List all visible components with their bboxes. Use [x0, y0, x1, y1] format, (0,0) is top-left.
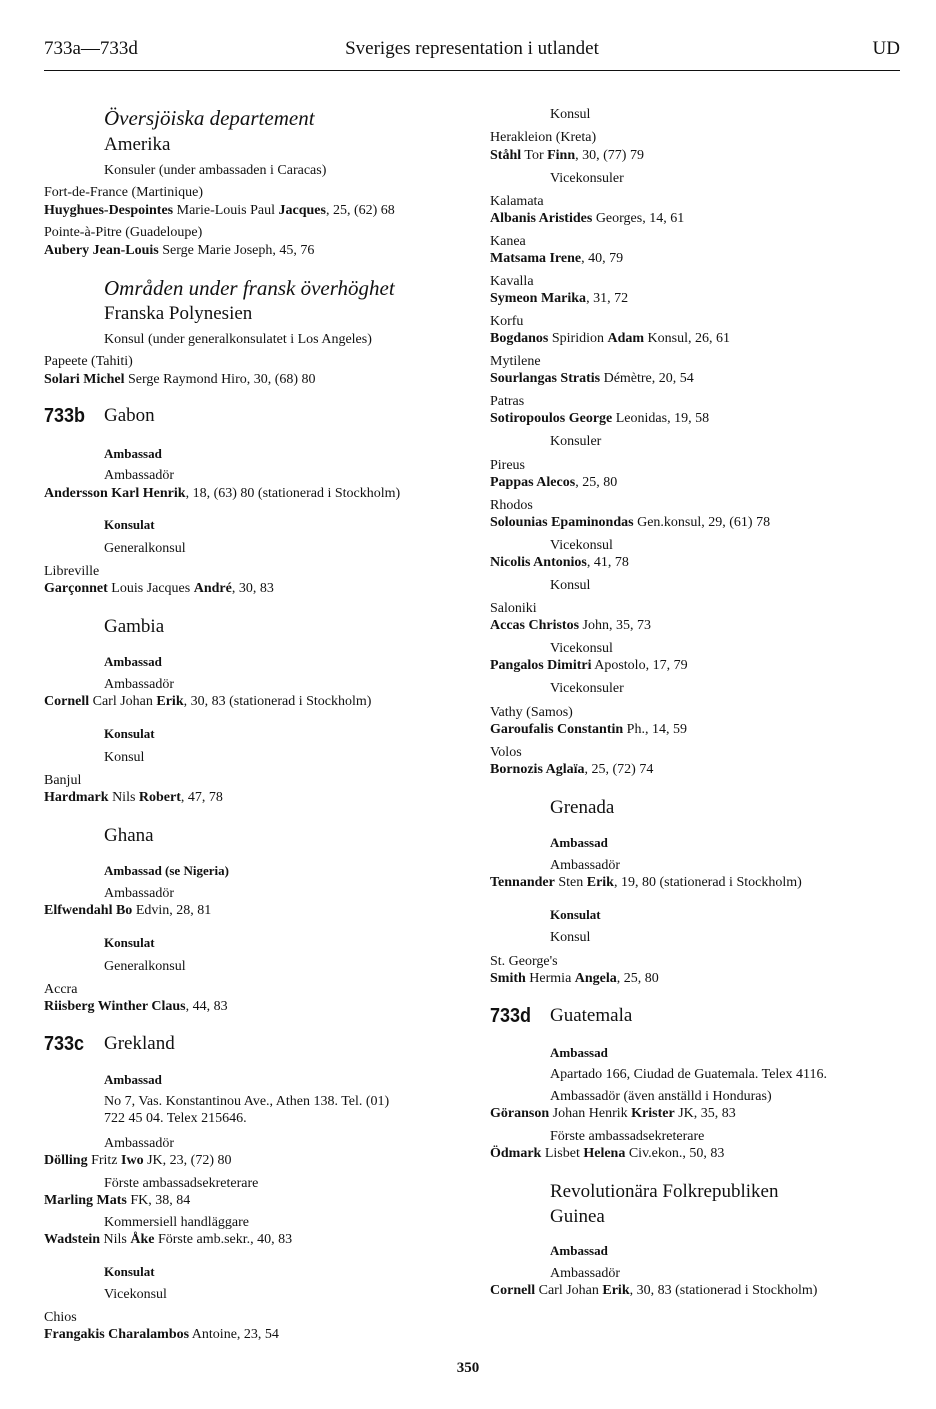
person-entry: Pappas Alecos, 25, 80	[490, 475, 618, 490]
person-entry: Sotiropoulos George Leonidas, 19, 58	[490, 411, 710, 426]
office-title: Förste ambassadsekreterare	[104, 1176, 259, 1191]
office-title: Konsuler (under ambassaden i Caracas)	[104, 163, 327, 178]
region-heading: Översjöiska departement	[104, 106, 315, 130]
country-heading: Gambia	[104, 616, 165, 637]
country-heading: Revolutionära Folkrepubliken	[550, 1181, 779, 1202]
place-name: Volos	[490, 745, 522, 760]
section-number: 733d	[490, 1005, 532, 1027]
country-heading: Guatemala	[550, 1005, 633, 1026]
person-entry: Matsama Irene, 40, 79	[490, 251, 624, 266]
place-name: Kalamata	[490, 194, 544, 209]
place-name: Pireus	[490, 458, 525, 473]
office-title: Konsuler	[550, 434, 602, 449]
person-entry: Solari Michel Serge Raymond Hiro, 30, (68) 80	[44, 372, 316, 387]
person-entry: Smith Hermia Angela, 25, 80	[490, 971, 659, 986]
person-entry: Sourlangas Stratis Démètre, 20, 54	[490, 371, 694, 386]
person-entry: Riisberg Winther Claus, 44, 83	[44, 999, 228, 1014]
person-entry: Hardmark Nils Robert, 47, 78	[44, 790, 223, 805]
person-entry: Bornozis Aglaïa, 25, (72) 74	[490, 762, 654, 777]
office-title: Ambassadör	[104, 677, 174, 692]
place-name: Accra	[44, 982, 78, 997]
country-heading: Ghana	[104, 825, 154, 846]
person-entry: Symeon Marika, 31, 72	[490, 291, 629, 306]
section-label: Ambassad (se Nigeria)	[104, 863, 229, 878]
office-title: Konsul	[550, 930, 591, 945]
person-entry: Wadstein Nils Åke Förste amb.sekr., 40, 83	[44, 1232, 293, 1247]
person-entry: Garçonnet Louis Jacques André, 30, 83	[44, 581, 274, 596]
person-entry: Albanis Aristides Georges, 14, 61	[490, 211, 685, 226]
country-heading: Gabon	[104, 405, 155, 426]
section-label: Ambassad	[104, 654, 162, 669]
person-entry: Pangalos Dimitri Apostolo, 17, 79	[490, 658, 688, 673]
section-number: 733c	[44, 1033, 85, 1055]
person-entry: Dölling Fritz Iwo JK, 23, (72) 80	[44, 1153, 232, 1168]
place-name: Vathy (Samos)	[490, 705, 573, 720]
office-title: Vicekonsuler	[550, 171, 624, 186]
person-entry: Aubery Jean-Louis Serge Marie Joseph, 45, 76	[44, 243, 315, 258]
person-entry: Ståhl Tor Finn, 30, (77) 79	[490, 148, 644, 163]
region-heading: Områden under fransk överhöghet	[104, 276, 395, 300]
person-entry: Tennander Sten Erik, 19, 80 (stationerad i Stockholm)	[490, 875, 802, 890]
place-name: Kavalla	[490, 274, 534, 289]
address-line: No 7, Vas. Konstantinou Ave., Athen 138. Tel. (01)	[104, 1094, 390, 1109]
place-name: Chios	[44, 1310, 77, 1325]
office-title: Vicekonsul	[550, 538, 613, 553]
person-entry: Elfwendahl Bo Edvin, 28, 81	[44, 903, 212, 918]
place-name: Fort-de-France (Martinique)	[44, 185, 203, 200]
person-entry: Bogdanos Spiridion Adam Konsul, 26, 61	[490, 331, 730, 346]
country-heading: Amerika	[104, 134, 171, 155]
section-heading	[44, 1033, 464, 1059]
person-entry: Garoufalis Constantin Ph., 14, 59	[490, 722, 687, 737]
office-title: Förste ambassadsekreterare	[550, 1129, 705, 1144]
header-title: Sveriges representation i utlandet	[345, 38, 599, 59]
page-header	[44, 38, 900, 66]
office-title: Ambassadör	[104, 468, 174, 483]
section-label: Konsulat	[104, 1264, 155, 1279]
section-label: Konsulat	[104, 726, 155, 741]
section-label: Konsulat	[550, 907, 601, 922]
place-name: Herakleion (Kreta)	[490, 130, 597, 145]
person-entry: Solounias Epaminondas Gen.konsul, 29, (61) 78	[490, 515, 771, 530]
person-entry: Frangakis Charalambos Antoine, 23, 54	[44, 1327, 279, 1342]
section-label: Ambassad	[550, 1045, 608, 1060]
place-name: Rhodos	[490, 498, 533, 513]
section-label: Ambassad	[104, 446, 162, 461]
address-line: 722 45 04. Telex 215646.	[104, 1111, 247, 1126]
person-entry: Nicolis Antonios, 41, 78	[490, 555, 629, 570]
office-title: Ambassadör	[104, 1136, 174, 1151]
office-title: Konsul	[104, 750, 145, 765]
person-entry: Huyghues-Despointes Marie-Louis Paul Jacques, 25, (62) 68	[44, 203, 395, 218]
section-label: Ambassad	[104, 1072, 162, 1087]
office-title: Generalkonsul	[104, 541, 186, 556]
place-name: Saloniki	[490, 601, 537, 616]
place-name: Patras	[490, 394, 525, 409]
header-department: UD	[872, 38, 900, 59]
office-title: Vicekonsuler	[550, 681, 624, 696]
office-title: Ambassadör	[550, 1266, 620, 1281]
office-title: Vicekonsul	[104, 1287, 167, 1302]
country-heading: Guinea	[550, 1206, 605, 1227]
office-title: Ambassadör (även anställd i Honduras)	[550, 1089, 772, 1104]
person-entry: Accas Christos John, 35, 73	[490, 618, 651, 633]
office-title: Konsul	[550, 107, 591, 122]
person-entry: Ödmark Lisbet Helena Civ.ekon., 50, 83	[490, 1146, 725, 1161]
office-title: Ambassadör	[550, 858, 620, 873]
header-section-range: 733a—733d	[44, 38, 138, 59]
office-title: Kommersiell handläggare	[104, 1215, 250, 1230]
place-name: Korfu	[490, 314, 524, 329]
section-heading	[490, 1005, 910, 1031]
section-heading	[44, 405, 464, 431]
person-entry: Marling Mats FK, 38, 84	[44, 1193, 191, 1208]
place-name: Kanea	[490, 234, 526, 249]
place-name: Banjul	[44, 773, 82, 788]
country-heading: Grenada	[550, 797, 615, 818]
person-entry: Göranson Johan Henrik Krister JK, 35, 83	[490, 1106, 736, 1121]
country-heading: Grekland	[104, 1033, 175, 1054]
office-title: Generalkonsul	[104, 959, 186, 974]
section-label: Konsulat	[104, 517, 155, 532]
place-name: Pointe-à-Pitre (Guadeloupe)	[44, 225, 203, 240]
place-name: St. George's	[490, 954, 558, 969]
place-name: Mytilene	[490, 354, 541, 369]
office-title: Ambassadör	[104, 886, 174, 901]
section-label: Ambassad	[550, 1243, 608, 1258]
page-number: 350	[456, 1360, 480, 1376]
person-entry: Cornell Carl Johan Erik, 30, 83 (stationerad i Stockholm)	[44, 694, 372, 709]
person-entry: Andersson Karl Henrik, 18, (63) 80 (stationerad i Stockholm)	[44, 486, 401, 501]
person-entry: Cornell Carl Johan Erik, 30, 83 (stationerad i Stockholm)	[490, 1283, 818, 1298]
address-line: Apartado 166, Ciudad de Guatemala. Telex 4116.	[550, 1067, 827, 1082]
place-name: Libreville	[44, 564, 100, 579]
section-number: 733b	[44, 405, 86, 427]
office-title: Konsul	[550, 578, 591, 593]
country-heading: Franska Polynesien	[104, 303, 253, 324]
section-label: Ambassad	[550, 835, 608, 850]
section-label: Konsulat	[104, 935, 155, 950]
office-title: Konsul (under generalkonsulatet i Los Angeles)	[104, 332, 372, 347]
office-title: Vicekonsul	[550, 641, 613, 656]
place-name: Papeete (Tahiti)	[44, 354, 133, 369]
header-rule	[44, 70, 900, 71]
